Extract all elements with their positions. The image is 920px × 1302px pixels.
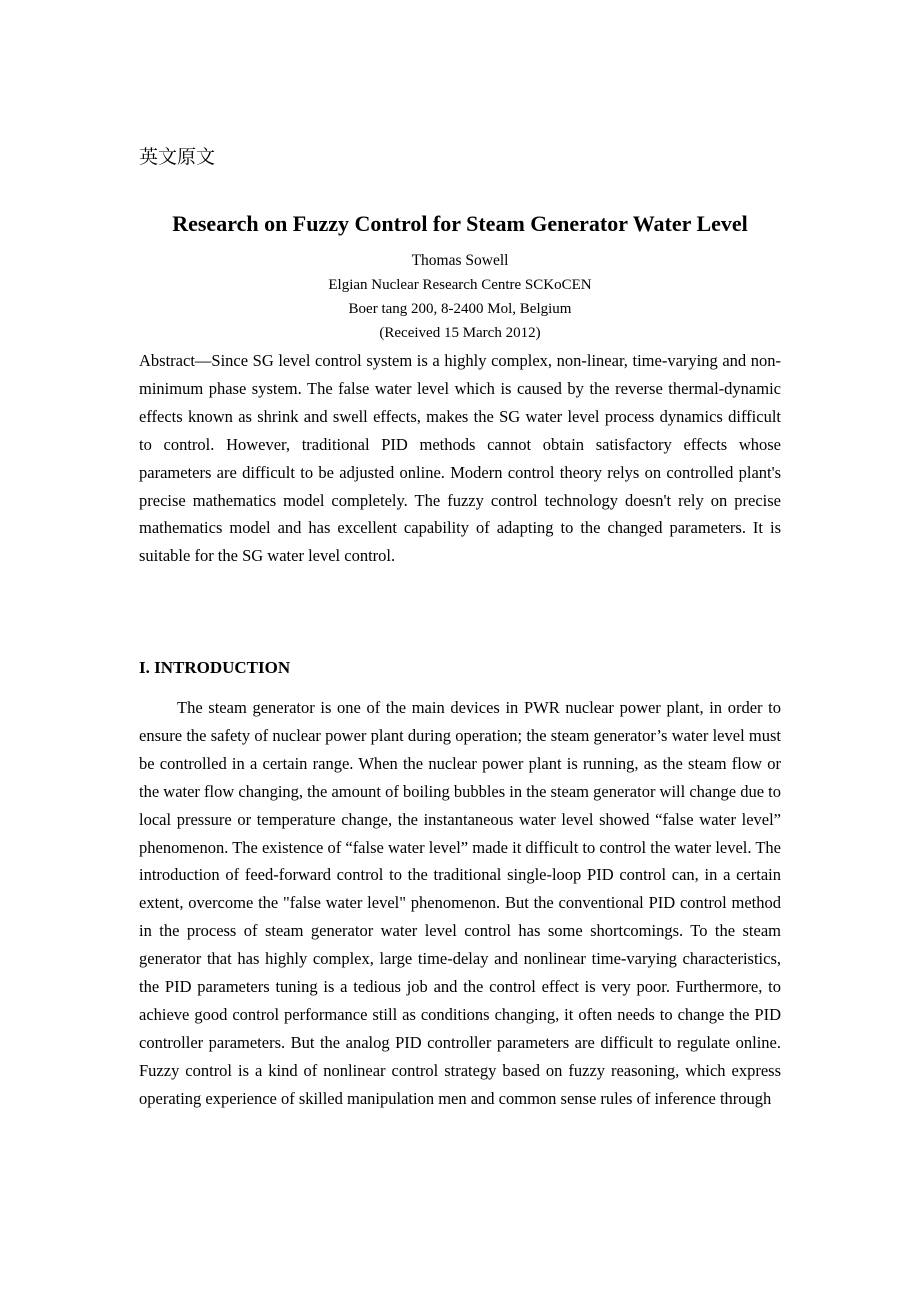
author-name: Thomas Sowell	[411, 252, 509, 269]
introduction-heading: I. INTRODUCTION	[139, 658, 291, 677]
introduction-paragraph: The steam generator is one of the main devices in PWR nuclear power plant, in order to ensure the safety of nuclear power plant during operation; the steam generator’s water level must be controlled in a certain range. When the nuclear power plant is running, as the steam flow or the water flow changing, the amount of boiling bubbles in the steam generator will change due to local pressure or temperature change, the instantaneous water level showed “false water level” phenomenon. The existence of “false water level” made it difficult to control the water level. The introduction of feed-forward control to the traditional single-loop PID control can, in a certain extent, overcome the "false water level" phenomenon. But the conventional PID control method in the process of steam generator water level control has some shortcomings. To the steam generator that has highly complex, large time-delay and nonlinear time-varying characteristics, the PID parameters tuning is a tedious job and the control effect is very poor. Furthermore, to achieve good control performance still as conditions changing, it often needs to change the PID controller parameters. But the analog PID controller parameters are difficult to regulate online. Fuzzy control is a kind of nonlinear control strategy based on fuzzy reasoning, which express operating experience of skilled manipulation men and common sense rules of inference through	[139, 698, 781, 1108]
author-affiliation: Elgian Nuclear Research Centre SCKoCEN	[328, 277, 592, 293]
section-label: 英文原文	[139, 146, 216, 168]
author-address: Boer tang 200, 8-2400 Mol, Belgium	[348, 301, 572, 317]
abstract-paragraph: Abstract—Since SG level control system is a highly complex, non-linear, time-varying and non-minimum phase system. The false water level which is caused by the reverse thermal-dynamic effects known as shrink and swell effects, makes the SG water level process dynamics difficult to control. However, traditional PID methods cannot obtain satisfactory effects whose parameters are difficult to be adjusted online. Modern control theory relys on controlled plant's precise mathematics model completely. The fuzzy control technology doesn't rely on precise mathematics model and has excellent capability of adapting to the changed parameters. It is suitable for the SG water level control.	[139, 351, 781, 566]
received-date: (Received 15 March 2012)	[379, 325, 541, 341]
paper-title: Research on Fuzzy Control for Steam Generator Water Level	[172, 211, 748, 236]
